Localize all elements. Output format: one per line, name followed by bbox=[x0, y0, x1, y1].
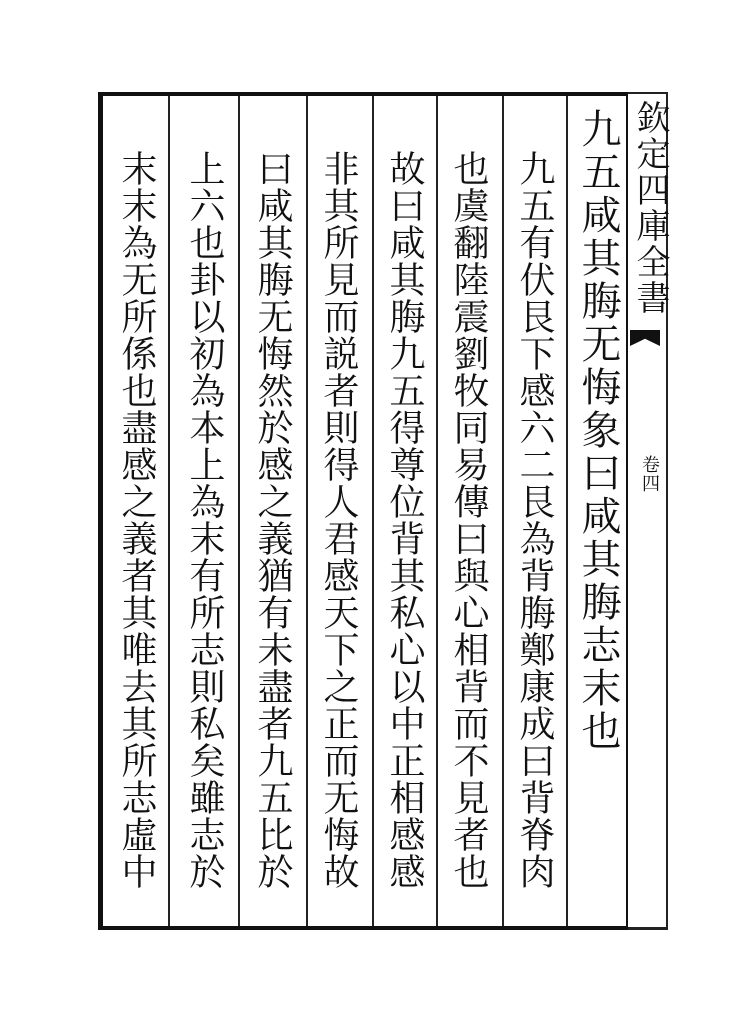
margin-book-title: 欽定四庫全書 bbox=[630, 100, 670, 316]
column-rule bbox=[372, 96, 374, 926]
text-column-6: 曰咸其脢无悔然於感之義猶有未盡者九五比於 bbox=[252, 150, 293, 890]
column-rule bbox=[436, 96, 438, 926]
column-rule bbox=[168, 96, 170, 926]
column-rule bbox=[502, 96, 504, 926]
text-column-2: 九五有伏艮下感六二艮為背脢鄭康成曰背脊肉 bbox=[514, 150, 555, 890]
text-column-4: 故曰咸其脢九五得尊位背其私心以中正相感感 bbox=[384, 150, 425, 890]
text-column-7: 上六也卦以初為本上為末有所志則私矣雖志於 bbox=[184, 150, 225, 890]
column-rule bbox=[566, 96, 568, 926]
text-column-1: 九五咸其脢无悔象曰咸其脢志末也 bbox=[575, 108, 621, 753]
column-rule bbox=[238, 96, 240, 926]
column-rule bbox=[306, 96, 308, 926]
text-column-3: 也虞翻陸震劉牧同易傳曰與心相背而不見者也 bbox=[448, 150, 489, 890]
text-column-5: 非其所見而説者則得人君感天下之正而无悔故 bbox=[318, 150, 359, 890]
text-column-8: 末末為无所係也盡感之義者其唯去其所志虛中 bbox=[116, 150, 157, 890]
margin-volume-label: 卷四 bbox=[639, 455, 660, 493]
